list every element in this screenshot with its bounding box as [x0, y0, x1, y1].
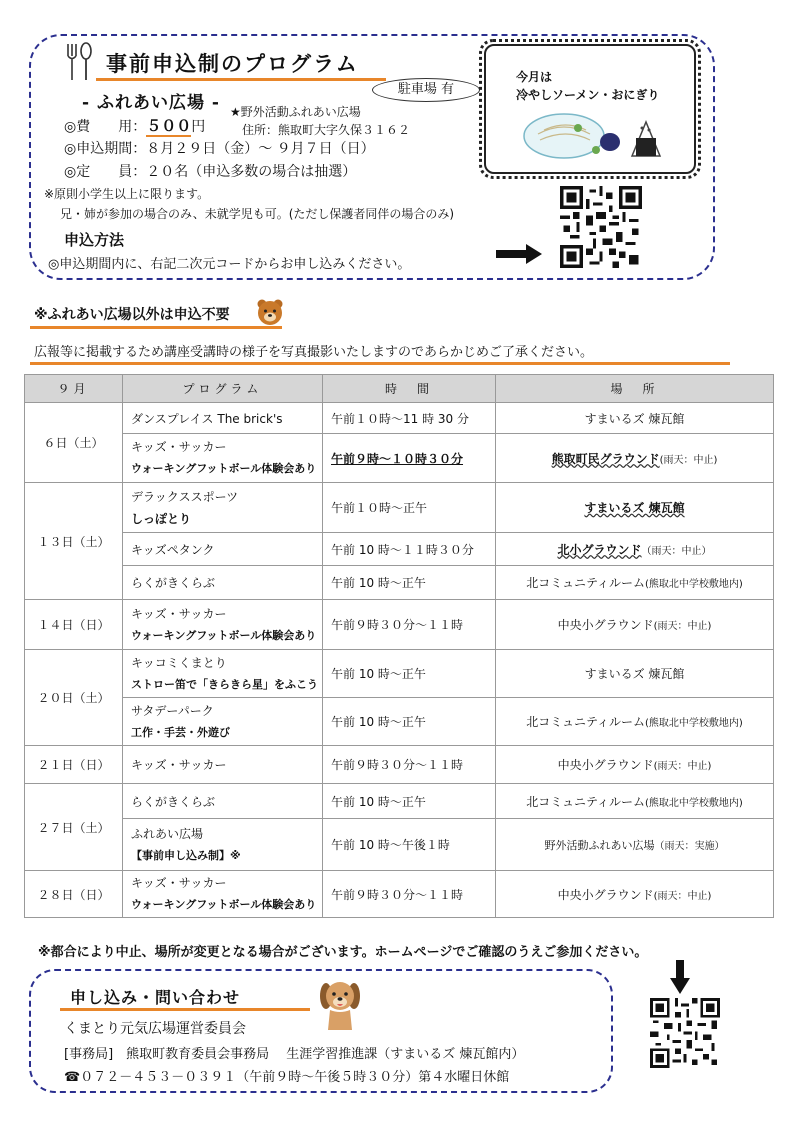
- day-cell: ２８日（日）: [25, 871, 123, 918]
- menu-card: [484, 44, 696, 174]
- table-row: [25, 483, 774, 533]
- program-cell: [123, 871, 323, 918]
- time-cell: 午前９時３０分～１１時: [323, 871, 496, 918]
- note-line-1: ※原則小学生以上に限ります。: [44, 187, 210, 201]
- fee-value: ５００: [146, 117, 192, 135]
- day-cell: ６日（土）: [25, 403, 123, 483]
- time-cell: 午前１０時～正午: [323, 483, 496, 533]
- venue-name: ★野外活動ふれあい広場: [230, 105, 361, 119]
- table-row: [25, 566, 774, 600]
- capacity-line: ◎定 員：２０名（申込多数の場合は抽選）: [64, 164, 357, 180]
- contact-title-underline: [60, 1008, 310, 1011]
- place-cell: [496, 533, 774, 566]
- program-cell: キッズ・サッカー: [123, 746, 323, 784]
- arrow-right-icon: [496, 244, 542, 264]
- table-header-row: [25, 375, 774, 403]
- table-row: [25, 533, 774, 566]
- place-cell: すまいるズ 煉瓦館: [496, 650, 774, 698]
- place-name: 中央小グラウンド: [557, 758, 654, 772]
- header-time: 時 間: [323, 375, 496, 403]
- place-cell: [496, 871, 774, 918]
- table-row: [25, 434, 774, 483]
- table-row: [25, 403, 774, 434]
- place-name: 北コミュニティルーム: [526, 576, 645, 590]
- arrow-down-icon: [668, 960, 692, 994]
- place-name: 北コミュニティルーム: [526, 715, 645, 729]
- program-sub: ウォーキングフットボール体験会あり: [131, 628, 317, 642]
- table-row: [25, 784, 774, 819]
- program-cell: [123, 600, 323, 650]
- place-cell: すまいるズ 煉瓦館: [496, 403, 774, 434]
- time-cell: 午前 10 時～午後１時: [323, 819, 496, 871]
- fee-unit: 円: [191, 119, 206, 135]
- venue-address: 住所：熊取町大字久保３１６２: [242, 123, 411, 137]
- program-subtitle: - ふれあい広場 -: [82, 93, 220, 113]
- place-note: (熊取北中学校敷地内): [645, 797, 743, 809]
- fee-label: ◎費 用：: [64, 119, 147, 135]
- photo-notice: 広報等に掲載するため講座受講時の様子を写真撮影いたしますのであらかじめご了承ください。: [34, 345, 594, 360]
- time-cell: 午前１０時～11 時 30 分: [323, 403, 496, 434]
- place-name: 中央小グラウンド: [557, 887, 654, 902]
- fee-line: [64, 115, 205, 136]
- header-month: ９月: [25, 375, 123, 403]
- table-row: [25, 746, 774, 784]
- program-cell: [123, 434, 323, 483]
- program-name: ふれあい広場: [131, 826, 204, 841]
- place-cell: [496, 746, 774, 784]
- photo-notice-underline: [30, 362, 730, 365]
- program-cell: キッズペタンク: [123, 533, 323, 566]
- bear-icon: [256, 298, 284, 326]
- day-cell: １４日（日）: [25, 600, 123, 650]
- place-cell: [496, 566, 774, 600]
- time-cell: 午前 10 時～正午: [323, 650, 496, 698]
- program-cell: [123, 819, 323, 871]
- program-cell: [123, 650, 323, 698]
- place-note: (雨天：中止): [659, 454, 718, 466]
- table-row: [25, 871, 774, 918]
- place-note: (雨天：中止): [653, 890, 712, 902]
- day-cell: ２０日（土）: [25, 650, 123, 746]
- menu-line-1: 今月は: [516, 70, 553, 84]
- program-cell: らくがきくらぶ: [123, 784, 323, 819]
- phone-line[interactable]: ☎０７２－４５３－０３９１（午前９時～午後５時３０分）第４水曜日休館: [64, 1070, 510, 1085]
- time-cell: 午前 10 時～正午: [323, 784, 496, 819]
- place-name: 北コミュニティルーム: [526, 794, 645, 809]
- place-note: （雨天：実施）: [654, 840, 725, 852]
- notice-underline: [30, 326, 282, 329]
- day-cell: １３日（土）: [25, 483, 123, 600]
- table-row: [25, 819, 774, 871]
- time-cell: 午前９時３０分～１１時: [323, 746, 496, 784]
- time-cell: 午前９時３０分～１１時: [323, 600, 496, 650]
- contact-title: 申し込み・問い合わせ: [70, 988, 241, 1007]
- menu-line-2: 冷やしソーメン・おにぎり: [516, 88, 660, 102]
- apply-text: ◎申込期間内に、右記二次元コードからお申し込みください。: [48, 257, 411, 272]
- organization-name: くまとり元気広場運営委員会: [64, 1021, 246, 1037]
- program-cell: [123, 698, 323, 746]
- place-name: 中央小グラウンド: [557, 618, 654, 632]
- program-name: デラックススポーツ: [131, 489, 239, 504]
- fork-spoon-icon: [60, 42, 96, 82]
- place-cell: [496, 784, 774, 819]
- place-name: 北小グラウンド: [557, 542, 642, 557]
- office-line: [事務局] 熊取町教育委員会事務局 生涯学習推進課（すまいるズ 煉瓦館内）: [64, 1047, 525, 1062]
- time-cell: 午前 10 時～正午: [323, 566, 496, 600]
- no-registration-notice: ※ふれあい広場以外は申込不要: [34, 307, 230, 323]
- header-place: 場 所: [496, 375, 774, 403]
- program-sub: しっぽとり: [131, 511, 192, 526]
- place-note: (雨天：中止): [653, 621, 712, 632]
- qr-code-top[interactable]: [560, 186, 642, 268]
- place-cell: [496, 434, 774, 483]
- header-program: プログラム: [123, 375, 323, 403]
- place-name: 野外活動ふれあい広場: [544, 838, 655, 852]
- program-sub: 【事前申し込み制】※: [131, 848, 241, 862]
- parking-badge: 駐車場 有: [372, 78, 480, 102]
- qr-code-bottom[interactable]: [650, 998, 720, 1068]
- program-name: キッズ・サッカー: [131, 876, 227, 890]
- program-title: 事前申込制のプログラム: [106, 52, 359, 76]
- apply-heading: 申込方法: [64, 231, 125, 249]
- program-sub: ストロー笛で「きらきら星」をふこう: [131, 677, 318, 691]
- place-note: (熊取北中学校敷地内): [645, 718, 743, 729]
- program-cell: [123, 483, 323, 533]
- time-cell: 午前 10 時～１１時３０分: [323, 533, 496, 566]
- place-cell: [496, 819, 774, 871]
- day-cell: ２１日（日）: [25, 746, 123, 784]
- title-underline: [96, 78, 386, 81]
- program-name: キッコミくまとり: [131, 655, 227, 670]
- program-name: サタデーパーク: [131, 703, 214, 718]
- time-cell: 午前 10 時～正午: [323, 698, 496, 746]
- program-sub: 工作・手芸・外遊び: [131, 725, 230, 739]
- change-notice: ※都合により中止、場所が変更となる場合がございます。ホームページでご確認のうえご参加ください。: [38, 945, 648, 960]
- table-row: [25, 600, 774, 650]
- dog-icon: [318, 978, 362, 1032]
- place-note: （雨天：中止）: [641, 545, 712, 557]
- schedule-table: [24, 374, 774, 918]
- day-cell: ２７日（土）: [25, 784, 123, 871]
- time-text: 午前９時～１０時３０分: [331, 451, 464, 466]
- place-cell: [496, 600, 774, 650]
- place-name: 熊取町民グラウンド: [551, 451, 660, 466]
- time-cell: [323, 434, 496, 483]
- table-row: [25, 698, 774, 746]
- place-cell: [496, 483, 774, 533]
- place-name: すまいるズ 煉瓦館: [584, 501, 685, 515]
- program-cell: ダンスプレイス The brick's: [123, 403, 323, 434]
- program-sub: ウォーキングフットボール体験会あり: [131, 898, 317, 911]
- place-cell: [496, 698, 774, 746]
- place-note: (熊取北中学校敷地内): [645, 579, 743, 590]
- period-line: ◎申込期間：８月２９日（金）～ ９月７日（日）: [64, 141, 375, 157]
- program-sub: ウォーキングフットボール体験会あり: [131, 462, 317, 475]
- place-note: (雨天：中止): [653, 761, 712, 772]
- note-line-2: 兄・姉が参加の場合のみ、未就学児も可。(ただし保護者同伴の場合のみ): [60, 207, 455, 221]
- program-name: キッズ・サッカー: [131, 440, 227, 454]
- program-cell: らくがきくらぶ: [123, 566, 323, 600]
- somen-onigiri-illustration: [522, 108, 682, 168]
- table-row: [25, 650, 774, 698]
- program-name: キッズ・サッカー: [131, 606, 227, 621]
